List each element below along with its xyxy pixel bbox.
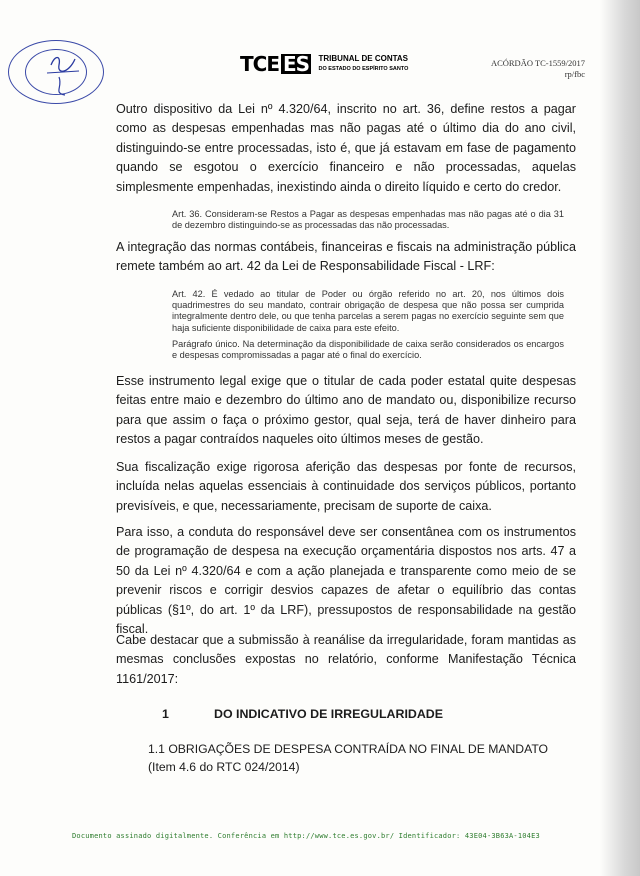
paragraph-3: Esse instrumento legal exige que o titular de cada poder estatal quite despesas feitas entre maio e dezembro do último ano de mandato ou, disponibilize recurso para que assim o faça o próximo gestor, qual seja, terá de haver dinheiro para restos a pagar contraídos naqueles oito últimos meses de gestão. <box>116 374 576 447</box>
municipal-stamp <box>8 40 104 104</box>
section-heading <box>162 707 443 721</box>
subsection-title: 1.1 OBRIGAÇÕES DE DESPESA CONTRAÍDA NO FINAL DE MANDATO (Item 4.6 do RTC 024/2014) <box>148 742 549 774</box>
quote-art-42: Art. 42. É vedado ao titular de Poder ou órgão referido no art. 20, nos últimos dois quadrimestres do seu mandato, contrair obrigação de despesa que não possa ser cumprida integralmente dentro dele, ou que tenha parcelas a serem pagas no exercício seguinte sem que haja suficiente disponibilidade de caixa para este efeito. <box>172 289 564 333</box>
tces-logo <box>240 54 408 76</box>
author-initials: rp/fbc <box>564 69 585 79</box>
section-number: 1 <box>162 707 169 721</box>
page-edge-shadow <box>600 0 640 876</box>
logo-es: ES <box>282 52 310 76</box>
quote-paragrafo-unico: Parágrafo único. Na determinação da disponibilidade de caixa serão considerados os encargos e despesas compromissadas a pagar até o final do exercício. <box>172 339 564 361</box>
paragraph-6: Cabe destacar que a submissão à reanálise da irregularidade, foram mantidas as mesmas conclusões expostas no relatório, conforme Manifestação Técnica 1161/2017: <box>116 633 576 686</box>
paragraph-4: Sua fiscalização exige rigorosa aferição das despesas por fonte de recursos, incluída nelas aquelas essenciais à continuidade dos serviços públicos, portanto previsíveis, e que, necessariamente, precisam de suporte de caixa. <box>116 460 576 513</box>
stamp-signature-icon <box>45 47 85 97</box>
logo-line1: TRIBUNAL DE CONTAS <box>318 54 408 63</box>
section-title: DO INDICATIVO DE IRREGULARIDADE <box>214 707 444 721</box>
quote-art-36: Art. 36. Consideram-se Restos a Pagar as despesas empenhadas mas não pagas até o dia 31 de dezembro distinguindo-se as processadas das não processadas. <box>172 209 564 231</box>
paragraph-5: Para isso, a conduta do responsável deve ser consentânea com os instrumentos de programação de despesa na execução orçamentária dispostos nos arts. 47 a 50 da Lei nº 4.320/64 e com a ação planejada e transparente como meio de se prevenir riscos e corrigir desvios capazes de afetar o equilíbrio das contas públicas (§1º, do art. 1º da LRF), pressupostos de responsabilidade na gestão fiscal. <box>116 525 576 637</box>
paragraph-2: A integração das normas contábeis, financeiras e fiscais na administração pública remete também ao art. 42 da Lei de Responsabilidade Fiscal - LRF: <box>116 240 576 274</box>
document-reference <box>491 58 585 80</box>
acordao-number: ACÓRDÃO TC-1559/2017 <box>490 58 585 68</box>
digital-signature-footer[interactable]: Documento assinado digitalmente. Conferência em http://www.tce.es.gov.br/ Identificador: 43E04-3B63A-104E3 <box>72 832 540 840</box>
logo-tce: TCE <box>240 52 279 76</box>
paragraph-1: Outro dispositivo da Lei nº 4.320/64, inscrito no art. 36, define restos a pagar como as despesas empenhadas mas não pagas até o último dia do ano civil, distinguindo-se entre processadas, isto é, que já estavam em fase de pagamento quando se esgotou o exercício financeiro e não processadas, aquelas simplesmente empenhadas, inexistindo ainda o direito líquido e certo do credor. <box>116 102 576 194</box>
logo-text <box>319 54 409 74</box>
logo-line2: DO ESTADO DO ESPÍRITO SANTO <box>318 66 409 72</box>
